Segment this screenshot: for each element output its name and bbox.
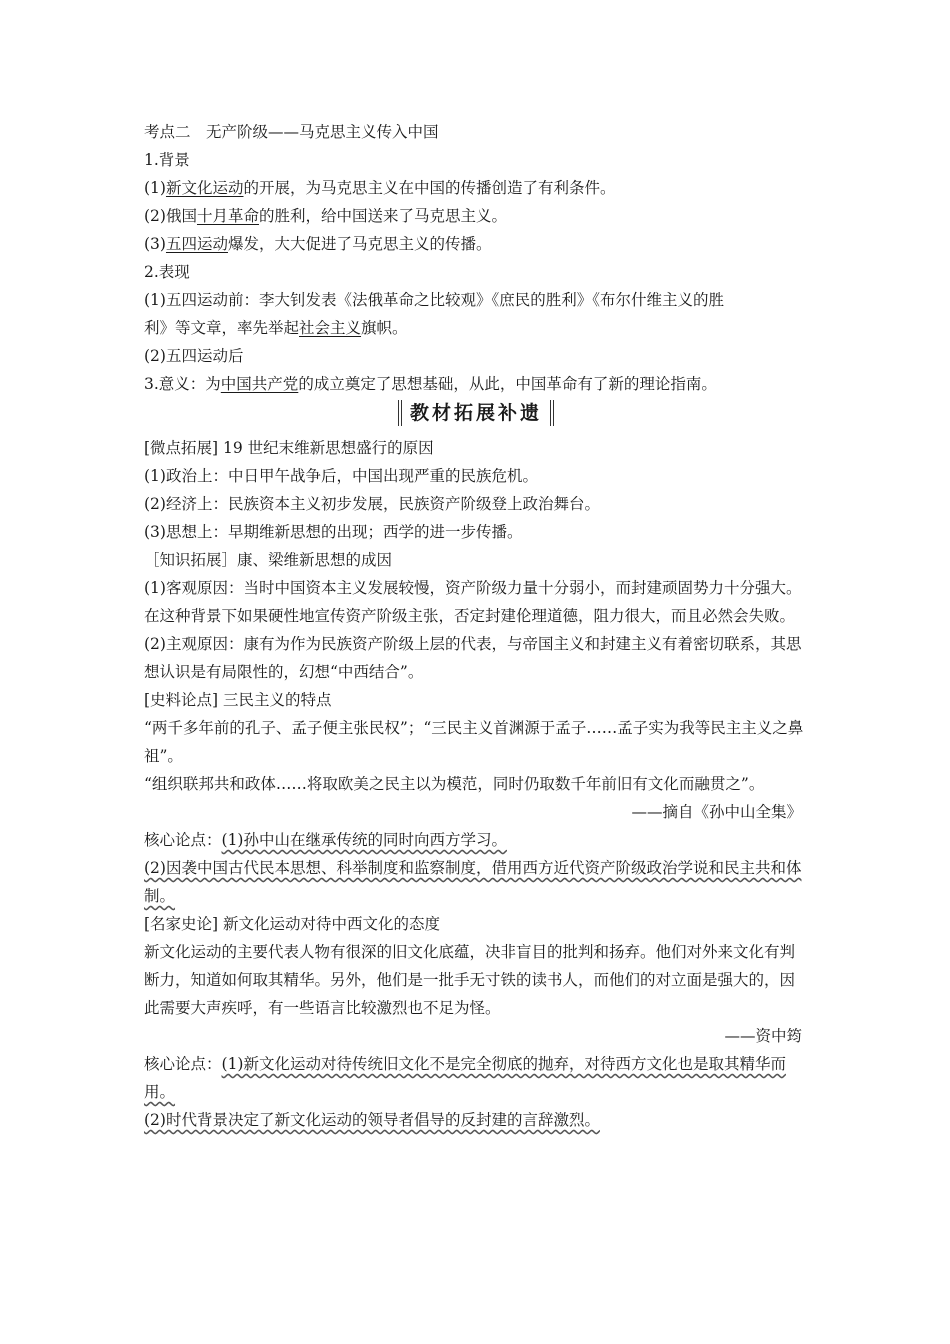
underlined-term: 新文化运动 [165,179,244,197]
block1-item-1: (1)政治上：中日甲午战争后，中国出现严重的民族危机。 [144,467,538,485]
block3-source: ——摘自《孙中山全集》 [631,803,802,821]
block4-core-2 [144,1106,808,1134]
background-heading: 1.背景 [144,151,190,169]
block1-item-3: (3)思想上：早期维新思想的出现；西学的进一步传播。 [144,523,523,541]
block4-title: [名家史论] 新文化运动对待中西文化的态度 [144,915,441,933]
block1-title: [微点拓展] 19 世纪末维新思想盛行的原因 [144,439,434,457]
block3-core-1: 核心论点：(1)孙中山在继承传统的同时向西方学习。 [144,831,507,849]
banner-title: 教材拓展补遗 [398,400,554,426]
block2-title: ［知识拓展］康、梁维新思想的成因 [144,551,393,569]
manifestation-item-2: (2)五四运动后 [144,347,244,365]
block3-title: [史料论点] 三民主义的特点 [144,691,332,709]
significance-line: 3.意义：为中国共产党的成立奠定了思想基础，从此，中国革命有了新的理论指南。 [144,375,717,393]
block4-core-1: 核心论点：(1)新文化运动对待传统旧文化不是完全彻底的抛弃，对待西方文化也是取其精华而用。 [144,1055,786,1101]
underlined-term: 社会主义 [299,319,362,337]
background-item-2: (2)俄国十月革命的胜利，给中国送来了马克思主义。 [144,207,507,225]
background-item-3: (3)五四运动爆发，大大促进了马克思主义的传播。 [144,235,492,253]
background-item-1: (1)新文化运动的开展，为马克思主义在中国的传播创造了有利条件。 [144,179,616,197]
supplement-banner [144,400,808,434]
section-title: 考点二 无产阶级——马克思主义传入中国 [144,123,439,141]
block2-item-1: (1)客观原因：当时中国资本主义发展较慢，资产阶级力量十分弱小，而封建顽固势力十分强大。在这种背景下如果硬性地宣传资产阶级主张，否定封建伦理道德，阻力很大，而且必然会失败。 [144,579,802,625]
block3-quote-2: “组织联邦共和政体……将取欧美之民主以为模范，同时仍取数千年前旧有文化而融贯之”。 [144,775,765,793]
underlined-term: 中国共产党 [220,375,299,393]
document-page [144,118,808,1134]
manifestation-item-1b: 利》等文章，率先举起社会主义旗帜。 [144,319,408,337]
underlined-term: 十月革命 [196,207,259,225]
underlined-term: 五四运动 [165,235,228,253]
block2-item-2: (2)主观原因：康有为作为民族资产阶级上层的代表，与帝国主义和封建主义有着密切联系，其思想认识是有局限性的，幻想“中西结合”。 [144,635,802,681]
block3-quote-1: “两千多年前的孔子、孟子便主张民权”；“三民主义首渊源于孟子……孟子实为我等民主主义之鼻祖”。 [144,719,804,765]
core-point: (1)孙中山在继承传统的同时向西方学习。 [221,831,507,849]
block3-core-2 [144,854,808,910]
block1-item-2: (2)经济上：民族资本主义初步发展，民族资产阶级登上政治舞台。 [144,495,600,513]
block4-text: 新文化运动的主要代表人物有很深的旧文化底蕴，决非盲目的批判和扬弃。他们对外来文化有判断力，知道如何取其精华。另外，他们是一批手无寸铁的读书人，而他们的对立面是强大的，因此需要大声疾呼，有一些语言比较激烈也不足为怪。 [144,943,796,1017]
block4-source: ——资中筠 [724,1027,802,1045]
manifestation-item-1a: (1)五四运动前：李大钊发表《法俄革命之比较观》《庶民的胜利》《布尔什维主义的胜 [144,291,724,309]
core-point: (2)时代背景决定了新文化运动的领导者倡导的反封建的言辞激烈。 [144,1111,600,1129]
manifestation-heading: 2.表现 [144,263,190,281]
core-point: (2)因袭中国古代民本思想、科举制度和监察制度，借用西方近代资产阶级政治学说和民主共和体制。 [144,859,802,905]
core-point: (1)新文化运动对待传统旧文化不是完全彻底的抛弃，对待西方文化也是取其精华而用。 [144,1055,786,1101]
